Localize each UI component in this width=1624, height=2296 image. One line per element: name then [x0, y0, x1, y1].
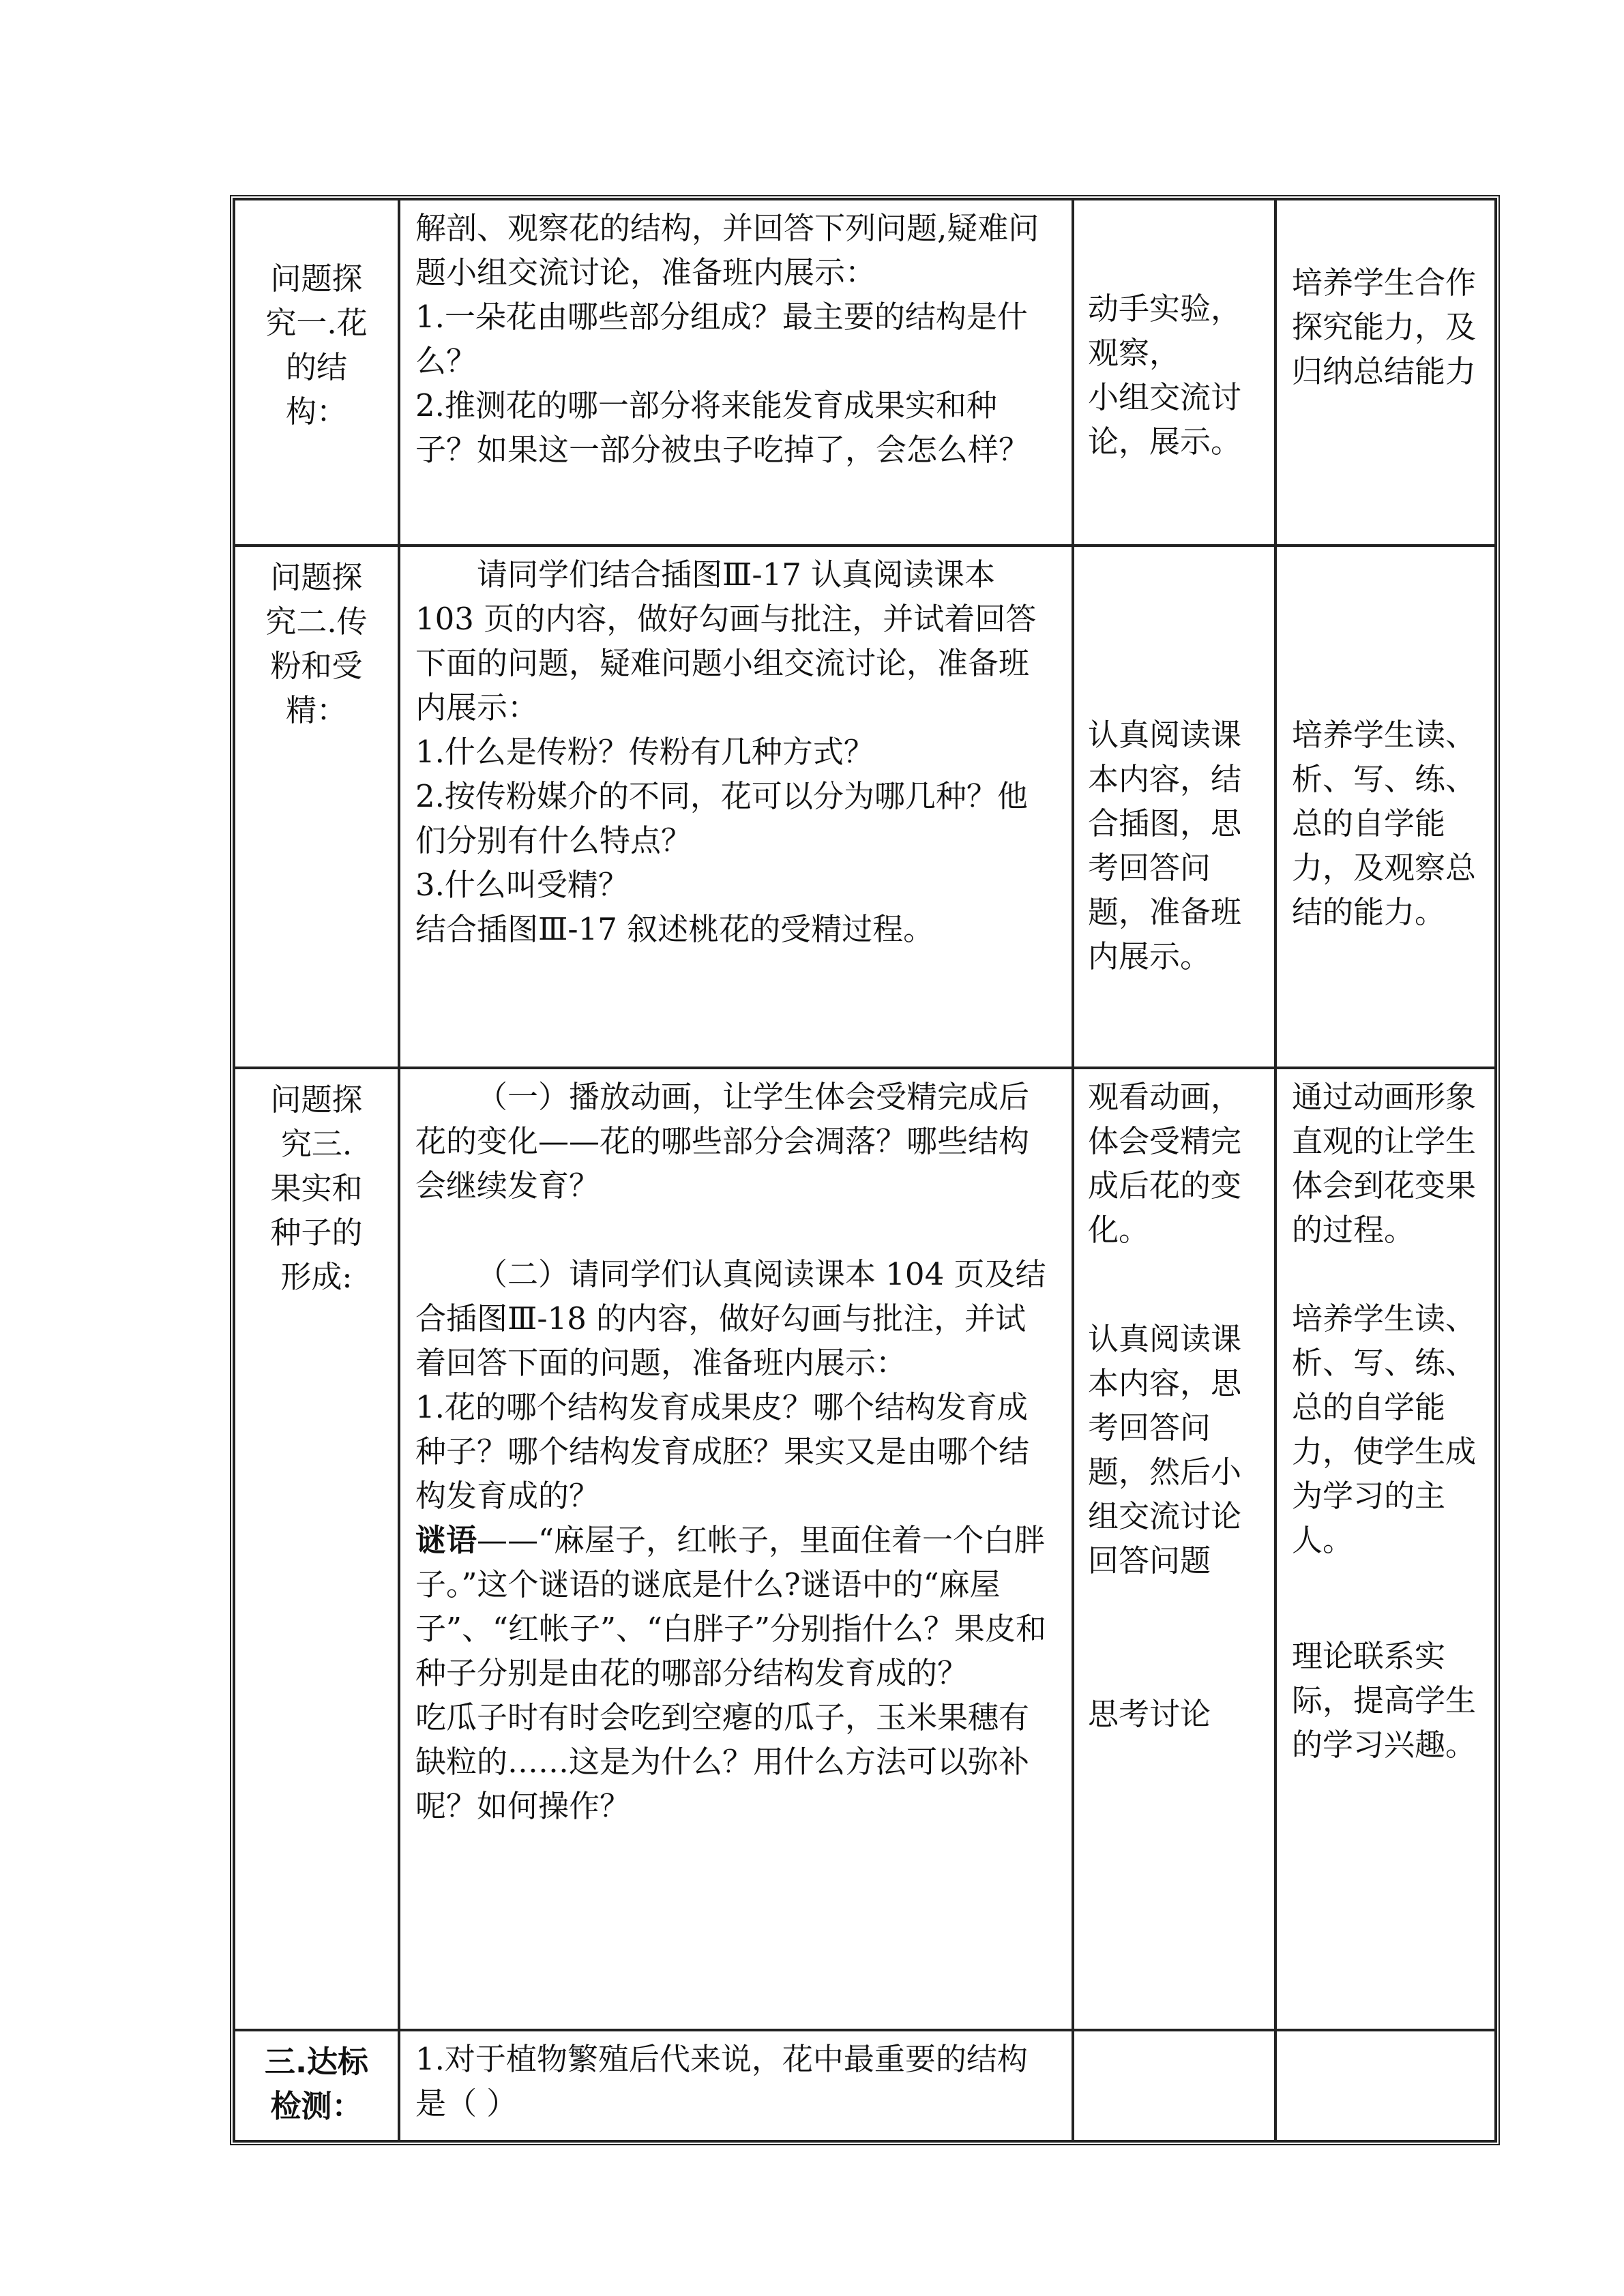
content-cell	[399, 546, 1073, 1068]
stage-line: 粉和受	[270, 648, 363, 684]
question-item: 1.什么是传粉？传粉有几种方式？	[415, 734, 874, 770]
content-paragraph: （二）请同学们认真阅读课本 104 页及结合插图Ⅲ-18 的内容，做好勾画与批注，并试着回答下面的问题，准备班内展示：	[415, 1256, 1046, 1381]
table-row	[234, 546, 1496, 1068]
activity-text: 思考讨论	[1088, 1696, 1211, 1732]
stage-line: 的结	[285, 349, 347, 385]
question-item: 1.一朵花由哪些部分组成？最主要的结构是什么？	[415, 299, 1028, 379]
stage-line: 究一.花	[265, 305, 368, 341]
activity-cell	[1073, 1068, 1275, 2030]
activity-cell	[1073, 546, 1275, 1068]
stage-line: 问题探	[270, 1082, 363, 1118]
goal-cell	[1275, 2030, 1496, 2141]
table-row	[234, 2030, 1496, 2141]
question-item: 吃瓜子时有时会吃到空瘪的瓜子，玉米果穗有缺粒的……这是为什么？用什么方法可以弥补呢？如何操作？	[415, 1699, 1030, 1824]
stage-line: 检测：	[270, 2088, 363, 2124]
stage-line: 种子的	[270, 1214, 363, 1251]
riddle-label: 谜语	[415, 1522, 477, 1558]
question-item: 2.推测花的哪一部分将来能发育成果实和种子？如果这一部分被虫子吃掉了，会怎么样？	[415, 387, 1030, 468]
table-row	[234, 1068, 1496, 2030]
stage-line: 果实和	[270, 1170, 363, 1206]
activity-text: 观看动画，体会受精完成后花的变化。	[1088, 1079, 1242, 1248]
goal-text: 培养学生读、析、写、练、总的自学能力，使学生成为学习的主人。	[1292, 1300, 1477, 1558]
stage-cell	[234, 199, 399, 546]
content-cell	[399, 199, 1073, 546]
stage-line: 构：	[285, 393, 347, 430]
activity-text: 认真阅读课本内容，结合插图，思考回答问题，准备班内展示。	[1088, 717, 1242, 974]
content-cell	[399, 2030, 1073, 2141]
stage-line: 形成:	[280, 1259, 353, 1295]
riddle-text: ——“麻屋子，红帐子，里面住着一个白胖子。”这个谜语的谜底是什么?谜语中的“麻屋子”、“红帐子”、“白胖子”分别指什么？果皮和种子分别是由花的哪部分结构发育成的？	[415, 1522, 1047, 1691]
goal-text: 理论联系实际，提高学生的学习兴趣。	[1292, 1638, 1477, 1763]
riddle-paragraph	[415, 1518, 1057, 1695]
table-row	[234, 199, 1496, 546]
stage-line: 问题探	[270, 260, 363, 297]
stage-cell	[234, 1068, 399, 2030]
activity-text: 认真阅读课本内容，思考回答问题，然后小组交流讨论回答问题	[1088, 1321, 1242, 1579]
stage-line: 问题探	[270, 559, 363, 595]
content-paragraph: 请同学们结合插图Ⅲ-17 认真阅读课本 103 页的内容，做好勾画与批注，并试着回答下面的问题，疑难问题小组交流讨论，准备班内展示：	[415, 556, 1037, 726]
activity-cell	[1073, 199, 1275, 546]
stage-line: 究二.传	[265, 603, 368, 640]
goal-text: 培养学生合作探究能力，及归纳总结能力	[1292, 265, 1477, 389]
question-item: 1.花的哪个结构发育成果皮？哪个结构发育成种子？哪个结构发育成胚？果实又是由哪个结构发育成的？	[415, 1389, 1030, 1514]
question-item: 2.按传粉媒介的不同，花可以分为哪几种？他们分别有什么特点？	[415, 778, 1028, 859]
goal-text: 培养学生读、析、写、练、总的自学能力，及观察总结的能力。	[1292, 717, 1477, 930]
question-item: 3.什么叫受精？	[415, 867, 629, 903]
content-cell	[399, 1068, 1073, 2030]
stage-line: 三.达标	[264, 2044, 369, 2080]
stage-line: 精：	[285, 692, 347, 728]
question-item: 1.对于植物繁殖后代来说，花中最重要的结构是（ ）	[415, 2041, 1028, 2121]
stage-cell	[234, 546, 399, 1068]
activity-cell	[1073, 2030, 1275, 2141]
stage-cell	[234, 2030, 399, 2141]
goal-cell	[1275, 546, 1496, 1068]
content-paragraph: 解剖、观察花的结构，并回答下列问题,疑难问题小组交流讨论，准备班内展示：	[415, 210, 1039, 290]
goal-text: 通过动画形象直观的让学生体会到花变果的过程。	[1292, 1079, 1477, 1248]
question-item: 结合插图Ⅲ-17 叙述桃花的受精过程。	[415, 911, 934, 947]
goal-cell	[1275, 1068, 1496, 2030]
stage-line: 究三.	[280, 1126, 353, 1162]
lesson-plan-table	[230, 195, 1500, 2145]
content-paragraph: （一）播放动画，让学生体会受精完成后花的变化——花的哪些部分会凋落？哪些结构会继续发育？	[415, 1079, 1030, 1204]
activity-text: 动手实验，观察， 小组交流讨论，展示。	[1088, 290, 1242, 460]
goal-cell	[1275, 199, 1496, 546]
